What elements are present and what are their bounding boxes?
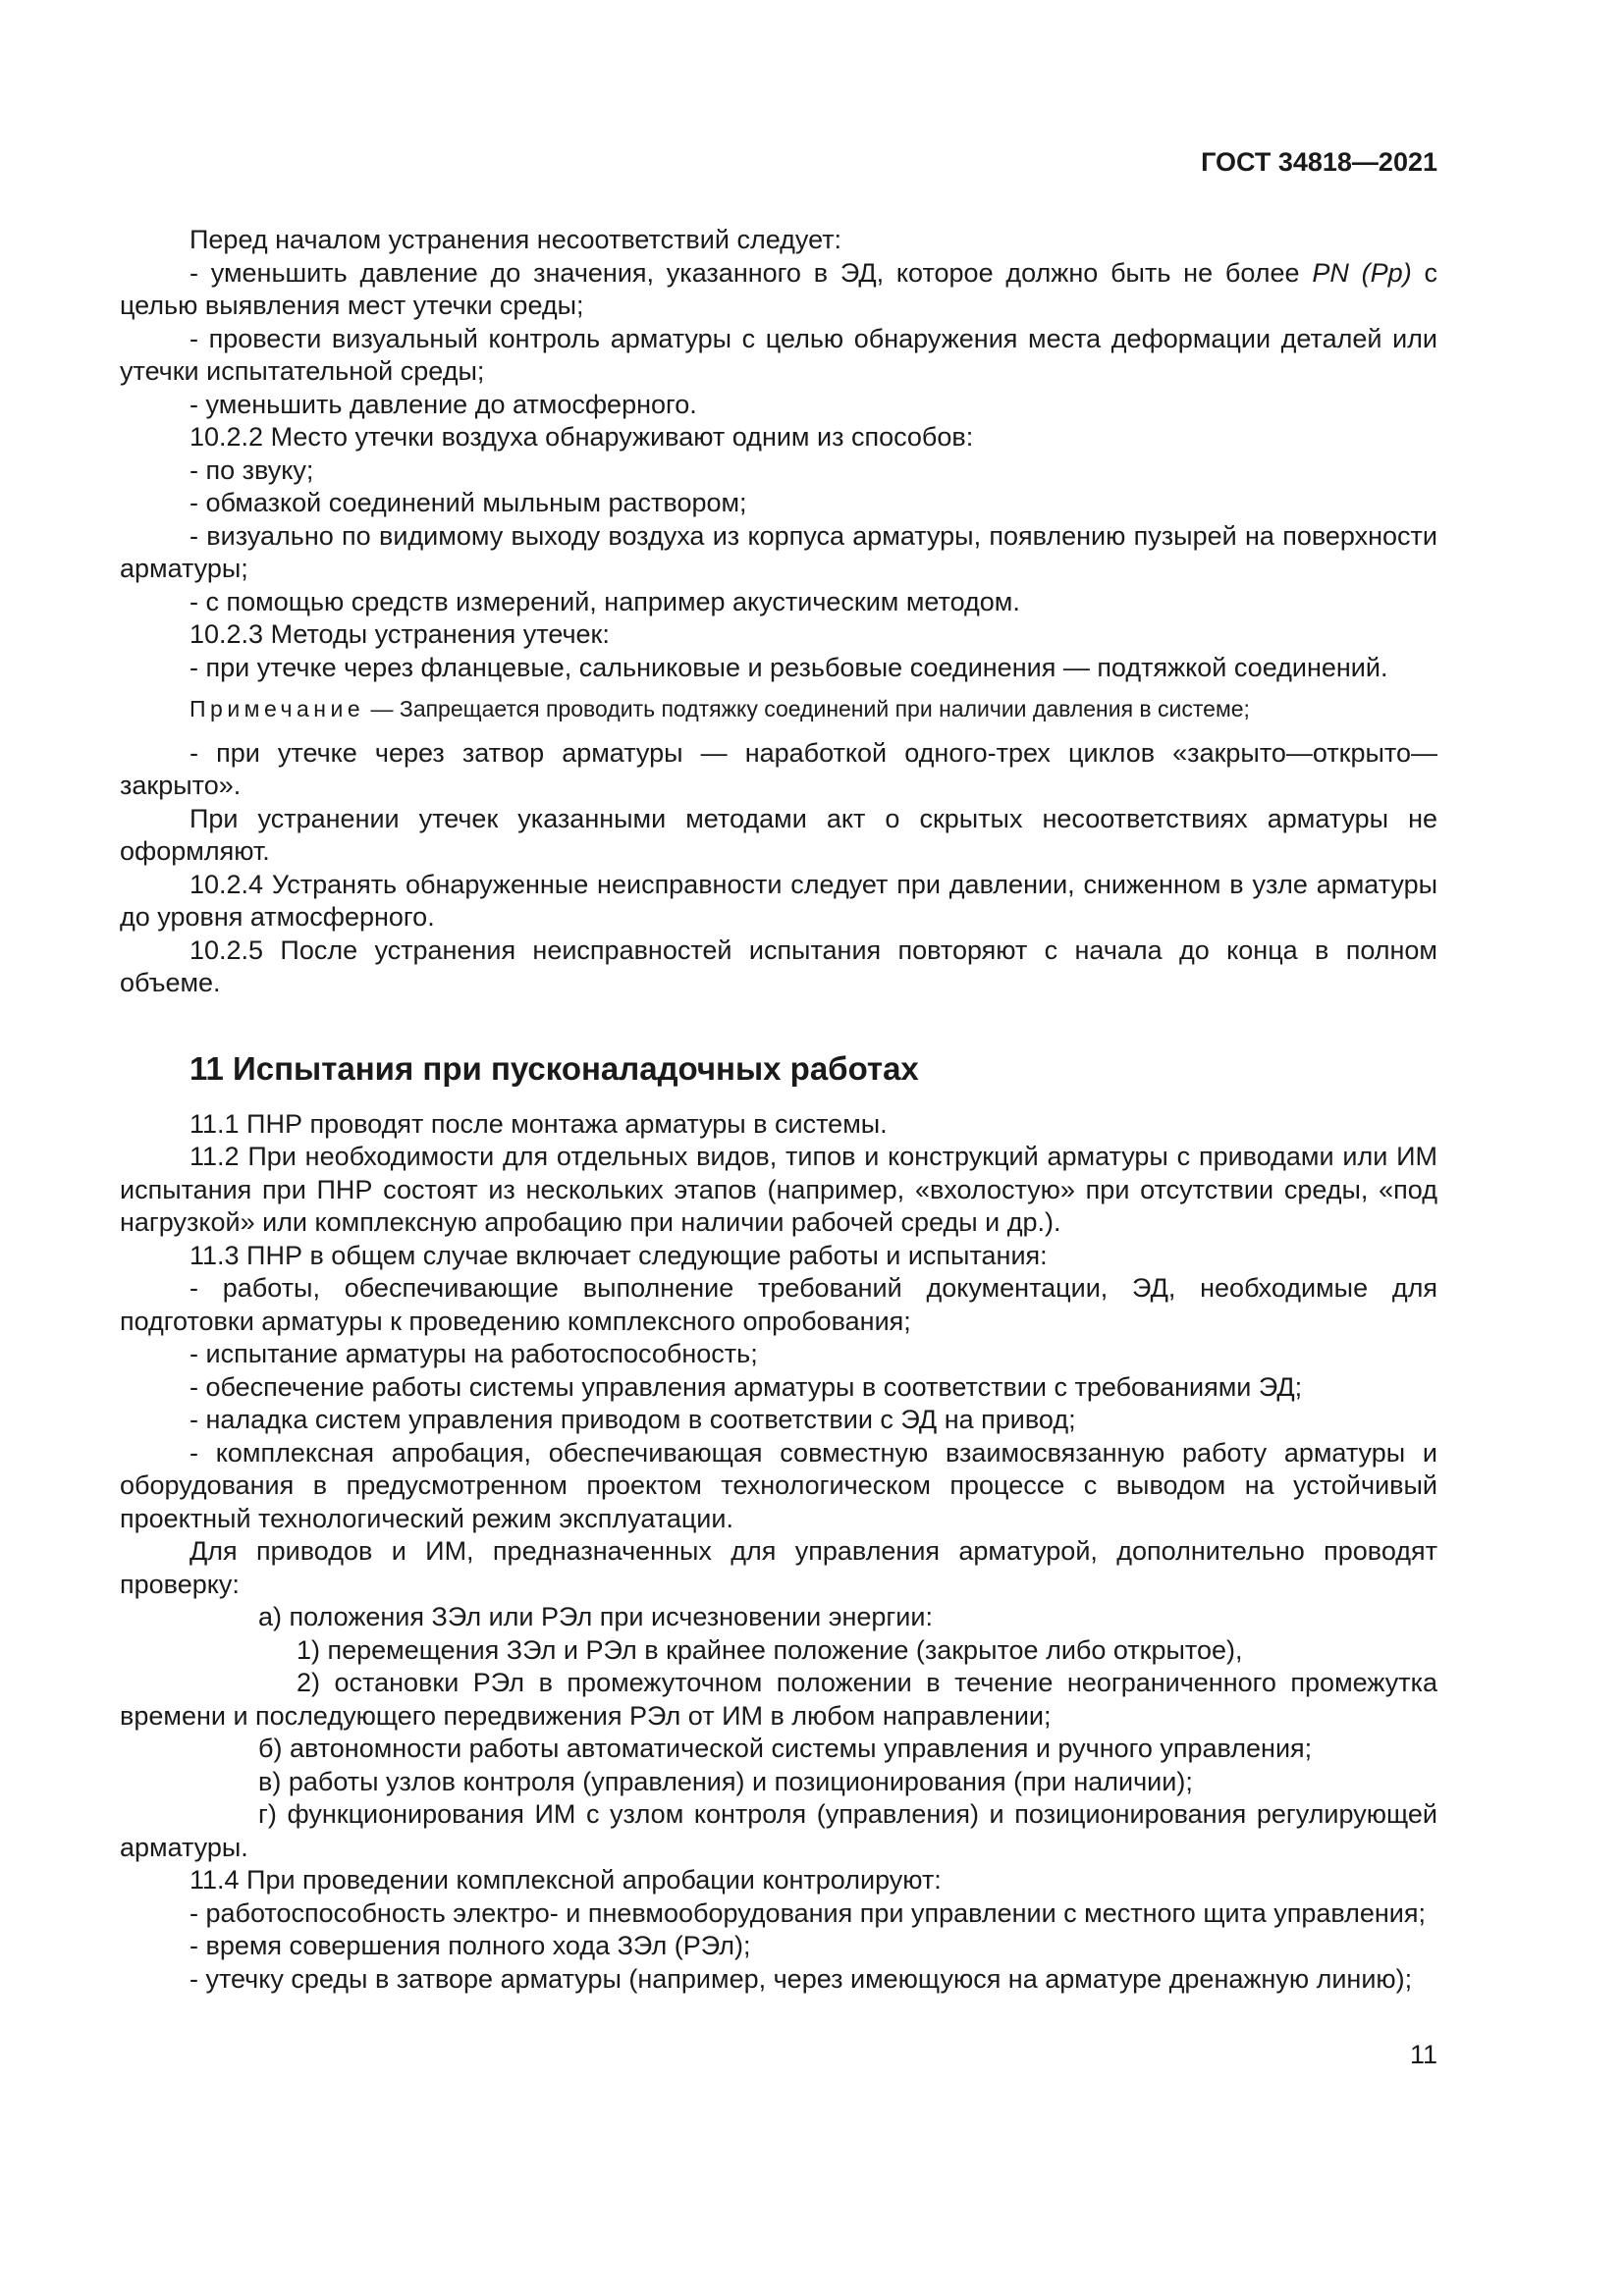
list-item: а) положения ЗЭл или РЭл при исчезновении энергии: — [258, 1602, 933, 1631]
paragraph: - наладка систем управления приводом в соответствии с ЭД на привод; — [189, 1405, 1076, 1434]
paragraph: - провести визуальный контроль арматуры с целью обнаружения места деформации деталей или утечки испытательной среды; — [120, 323, 1437, 386]
list-item: б) автономности работы автоматической системы управления и ручного управления; — [258, 1734, 1313, 1763]
paragraph: 10.2.5 После устранения неисправностей испытания повторяют с начала до конца в полном объеме. — [120, 934, 1437, 997]
paragraph: - работоспособность электро- и пневмооборудования при управлении с местного щита управления; — [189, 1897, 1426, 1928]
paragraph: 11.2 При необходимости для отдельных видов, типов и конструкций арматуры с приводами или ИМ испытания при ПНР состоят из нескольких этапов (например, «вхолостую» при отсутствии среды, «под нагрузкой» или комплексную апробацию при наличии рабочей среды и др.). — [120, 1142, 1437, 1237]
section-heading: 11 Испытания при пусконаладочных работах — [189, 1049, 919, 1087]
paragraph: - комплексная апробация, обеспечивающая совместную взаимосвязанную работу арматуры и оборудования в предусмотренном проектом технологическом процессе с выводом на устойчивый проектный технологический режим эксплуатации. — [120, 1437, 1437, 1533]
paragraph: 11.1 ПНР проводят после монтажа арматуры в системы. — [189, 1108, 888, 1139]
paragraph: - работы, обеспечивающие выполнение требований документации, ЭД, необходимые для подготовки арматуры к проведению комплексного опробования; — [120, 1273, 1437, 1336]
document-id-header: ГОСТ 34818—2021 — [1201, 147, 1437, 177]
paragraph: - с помощью средств измерений, например акустическим методом. — [189, 586, 1020, 616]
paragraph: - уменьшить давление до атмосферного. — [189, 389, 697, 419]
document-page — [120, 0, 1437, 2296]
list-item: 2) остановки РЭл в промежуточном положении в течение неограниченного промежутка времени и последующего передвижения РЭл от ИМ в любом направлении; — [120, 1668, 1437, 1731]
paragraph: 11.3 ПНР в общем случае включает следующие работы и испытания: — [189, 1240, 1048, 1270]
list-item: в) работы узлов контроля (управления) и позиционирования (при наличии); — [258, 1766, 1193, 1796]
paragraph: - испытание арматуры на работоспособность; — [189, 1339, 758, 1368]
list-item: г) функционирования ИМ с узлом контроля (управления) и позиционирования регулирующей арматуры. — [120, 1799, 1437, 1862]
paragraph: - уменьшить давление до значения, указанного в ЭД, которое должно быть не более PN (Pp) с целью выявления мест утечки среды; — [120, 257, 1437, 320]
paragraph: - время совершения полного хода ЗЭл (РЭл); — [189, 1931, 751, 1960]
paragraph: 11.4 При проведении комплексной апробации контролируют: — [189, 1865, 942, 1895]
paragraph: 10.2.4 Устранять обнаруженные неисправности следует при давлении, сниженном в узле арматуры до уровня атмосферного. — [120, 869, 1437, 932]
paragraph: Перед началом устранения несоответствий следует: — [189, 225, 842, 254]
paragraph: - обеспечение работы системы управления арматуры в соответствии с требованиями ЭД; — [189, 1371, 1303, 1402]
note-text: — Запрещается проводить подтяжку соединений при наличии давления в системе; — [370, 696, 1250, 721]
paragraph: - обмазкой соединений мыльным раствором; — [189, 488, 747, 517]
paragraph: - при утечке через фланцевые, сальниковые и резьбовые соединения — подтяжкой соединений. — [189, 652, 1388, 682]
paragraph: - утечку среды в затворе арматуры (например, через имеющуюся на арматуре дренажную линию); — [189, 1963, 1413, 1994]
paragraph: 10.2.2 Место утечки воздуха обнаруживают одним из способов: — [189, 422, 974, 452]
paragraph: - по звуку; — [189, 454, 314, 485]
paragraph: - при утечке через затвор арматуры — наработкой одного-трех циклов «закрыто—открыто—закрыто». — [120, 737, 1437, 800]
list-item: 1) перемещения ЗЭл и РЭл в крайнее положение (закрытое либо открытое), — [297, 1634, 1243, 1665]
page-number: 11 — [1409, 2040, 1437, 2069]
note — [120, 693, 1437, 726]
paragraph: Для приводов и ИМ, предназначенных для управления арматурой, дополнительно проводят проверку: — [120, 1536, 1437, 1599]
document-body — [120, 224, 1437, 1996]
paragraph: 10.2.3 Методы устранения утечек: — [189, 619, 610, 649]
paragraph: - визуально по видимому выходу воздуха из корпуса арматуры, появлению пузырей на поверхности арматуры; — [120, 520, 1437, 583]
note-label: Примечание — [189, 696, 365, 721]
paragraph: При устранении утечек указанными методами акт о скрытых несоответствиях арматуры не оформляют. — [120, 803, 1437, 866]
